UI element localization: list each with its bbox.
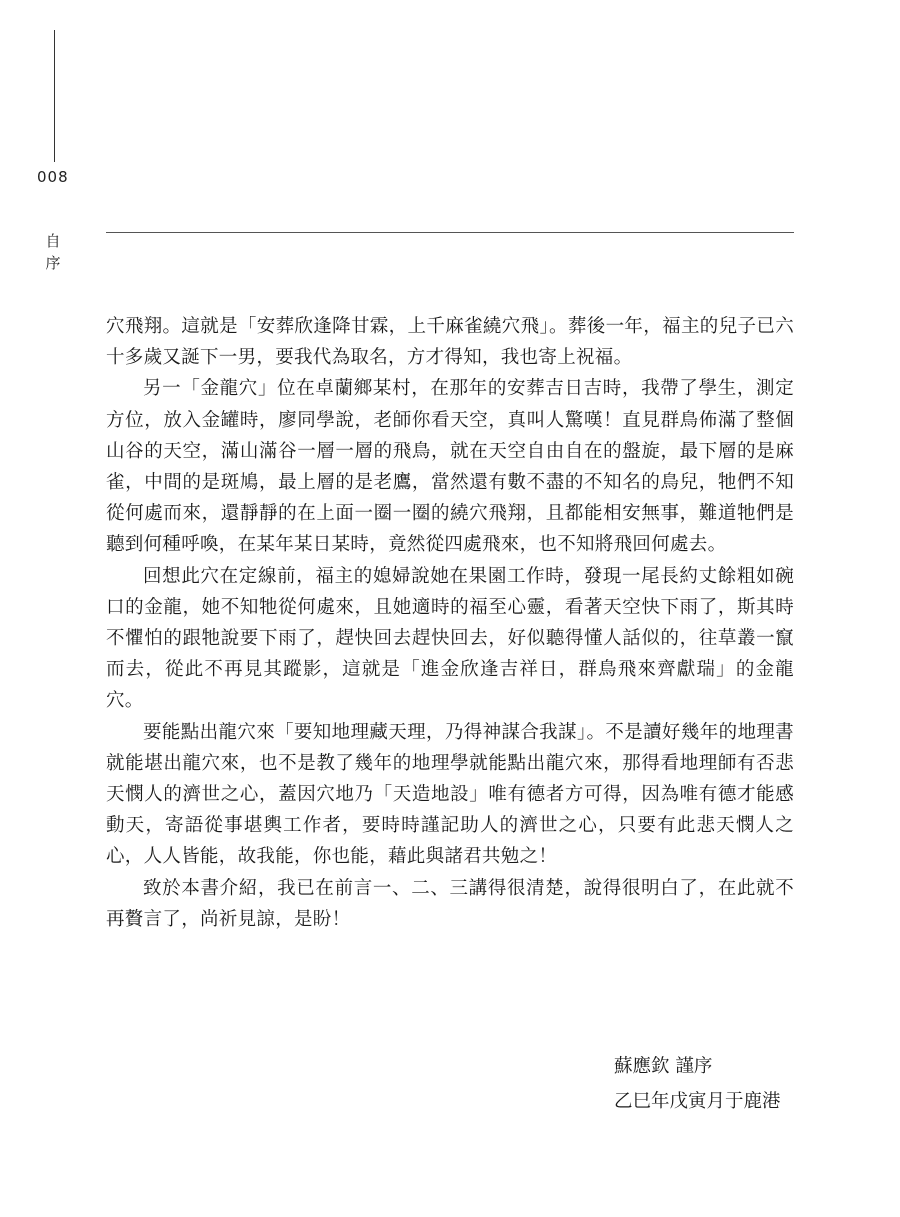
signature-block xyxy=(614,1049,781,1119)
signature-author: 蘇應欽 謹序 xyxy=(614,1056,713,1077)
section-label-char-1: 自 xyxy=(45,232,61,250)
header-rule xyxy=(106,232,794,233)
paragraph-3: 回想此穴在定線前，福主的媳婦說她在果園工作時，發現一尾長約丈餘粗如碗口的金龍，她不知牠從何處來，且她適時的福至心靈，看著天空快下雨了，斯其時不懼怕的跟牠說要下雨了，趕快回去趕快回去，好似聽得懂人話似的，往草叢一竄而去，從此不再見其蹤影，這就是「進金欣逢吉祥日，群鳥飛來齊獻瑞」的金龍穴。 xyxy=(106,565,794,712)
signature-date-place: 乙巳年戊寅月于鹿港 xyxy=(614,1091,781,1112)
margin-vertical-line xyxy=(54,30,55,162)
paragraph-5: 致於本書介紹，我已在前言一、二、三講得很清楚，說得很明白了，在此就不再贅言了，尚祈見諒，是盼！ xyxy=(106,877,794,930)
paragraph-1: 穴飛翔。這就是「安葬欣逢降甘霖，上千麻雀繞穴飛」。葬後一年，福主的兒子已六十多歲又誕下一男，要我代為取名，方才得知，我也寄上祝福。 xyxy=(106,316,794,369)
page-number: 008 xyxy=(37,168,69,186)
section-label-char-2: 序 xyxy=(45,254,61,272)
paragraph-4: 要能點出龍穴來「要知地理藏天理，乃得神謀合我謀」。不是讀好幾年的地理書就能堪出龍穴來，也不是教了幾年的地理學就能點出龍穴來，那得看地理師有否悲天憫人的濟世之心，蓋因穴地乃「天造地設」唯有德者方可得，因為唯有德才能感動天，寄語從事堪輿工作者，要時時謹記助人的濟世之心，只要有此悲天憫人之心，人人皆能，故我能，你也能，藉此與諸君共勉之！ xyxy=(106,721,794,868)
body-text xyxy=(106,311,794,935)
section-label xyxy=(44,230,62,274)
paragraph-2: 另一「金龍穴」位在卓蘭鄉某村，在那年的安葬吉日吉時，我帶了學生，測定方位，放入金罐時，廖同學說，老師你看天空，真叫人驚嘆！直見群鳥佈滿了整個山谷的天空，滿山滿谷一層一層的飛鳥，就在天空自由自在的盤旋，最下層的是麻雀，中間的是斑鳩，最上層的是老鷹，當然還有數不盡的不知名的鳥兒，牠們不知從何處而來，還靜靜的在上面一圈一圈的繞穴飛翔，且都能相安無事，難道牠們是聽到何種呼喚，在某年某日某時，竟然從四處飛來，也不知將飛回何處去。 xyxy=(106,378,794,556)
